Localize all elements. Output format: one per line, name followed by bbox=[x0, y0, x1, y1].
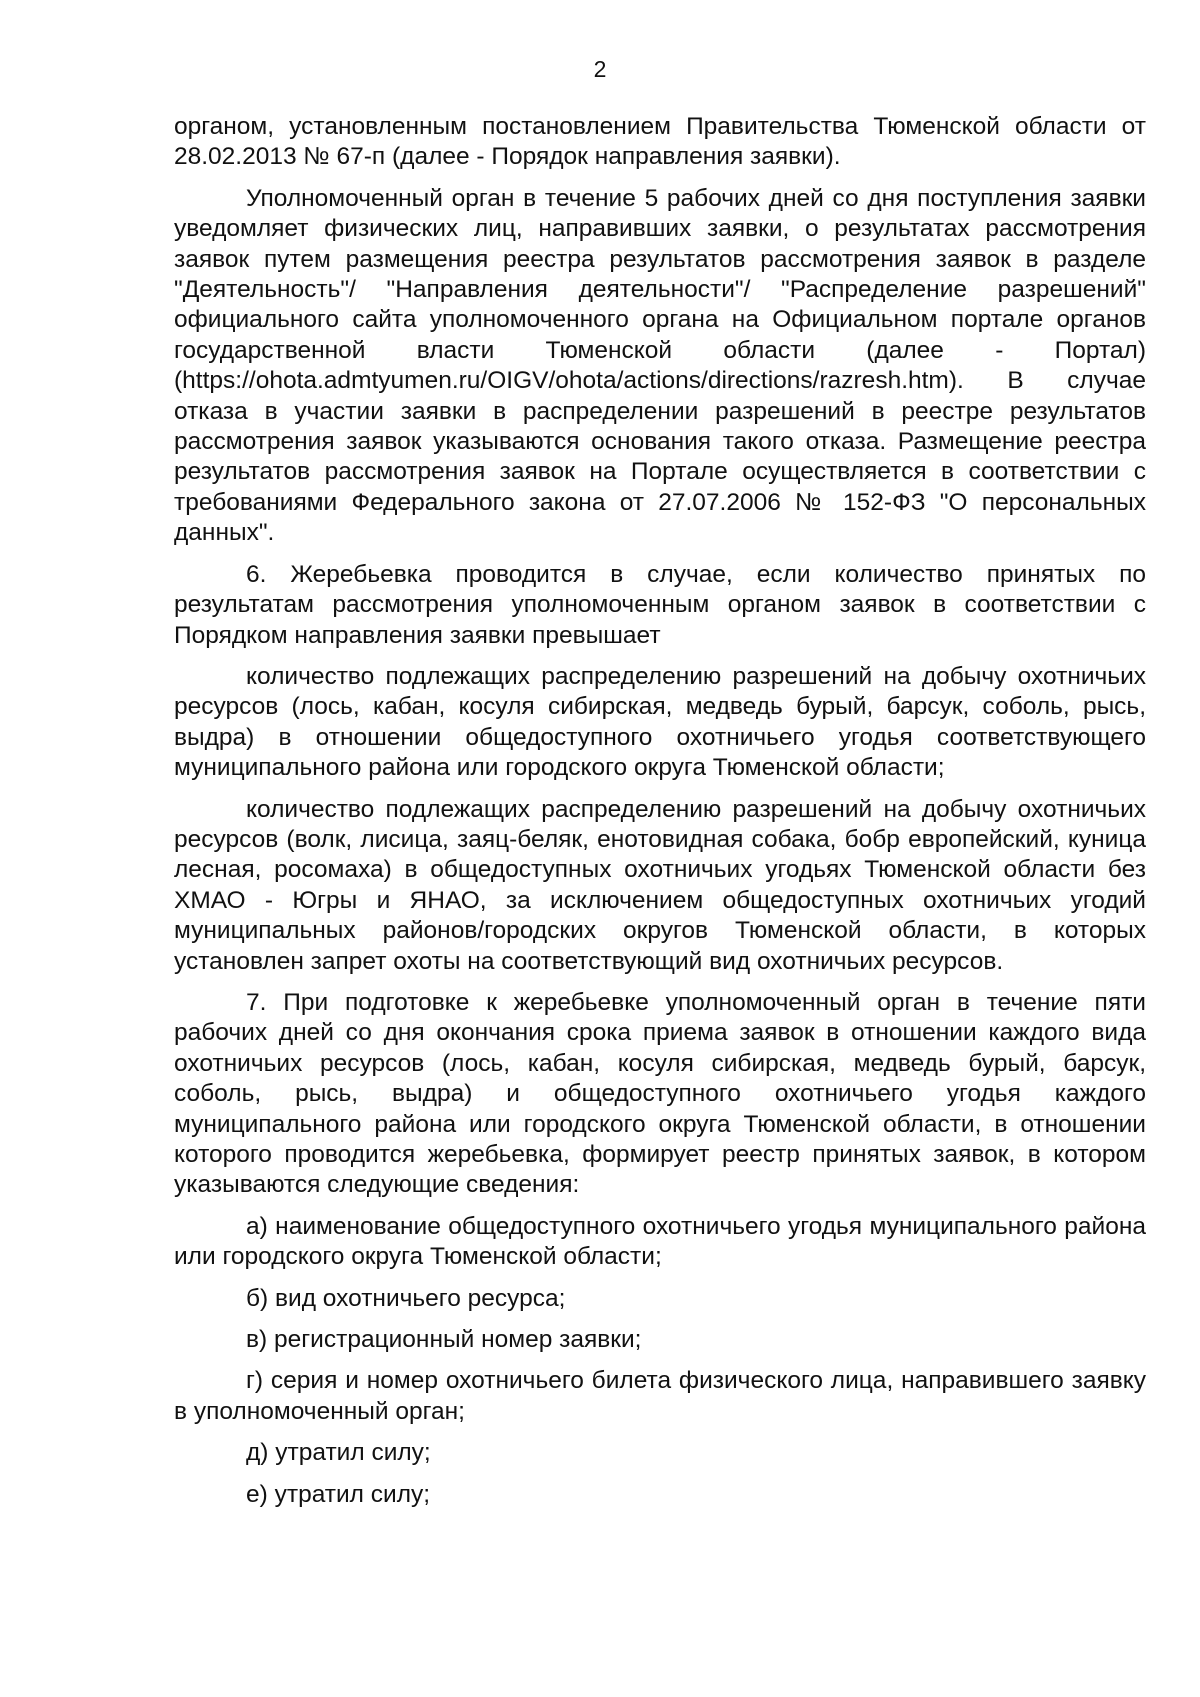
paragraph-notification: Уполномоченный орган в течение 5 рабочих дней со дня поступления заявки уведомляет физических лиц, направивших заявки, о результатах рассмотрения заявок путем размещения реестра результатов рассмотрения заявок в разделе "Деятельность"/ "Направления деятельности"/ "Распределение разрешений" официального сайта уполномоченного органа на Официальном портале органов государственной власти Тюменской области (далее - Портал) (https://ohota.admtyumen.ru/OIGV/ohota/actions/directions/razresh.htm). В случае отказа в участии заявки в распределении разрешений в реестре результатов рассмотрения заявок указываются основания такого отказа. Размещение реестра результатов рассмотрения заявок на Портале осуществляется в соответствии с требованиями Федерального закона от 27.07.2006 № 152-ФЗ "О персональных данных". bbox=[174, 184, 1146, 547]
paragraph-item-7: 7. При подготовке к жеребьевке уполномоченный орган в течение пяти рабочих дней со дня окончания срока приема заявок в отношении каждого вида охотничьих ресурсов (лось, кабан, косуля сибирская, медведь бурый, барсук, соболь, рысь, выдра) и общедоступного охотничьего угодья каждого муниципального района или городского округа Тюменской области, в отношении которого проводится жеребьевка, формирует реестр принятых заявок, в котором указываются следующие сведения: bbox=[174, 988, 1146, 1199]
list-item-e: е) утратил силу; bbox=[246, 1480, 431, 1508]
list-item-d: д) утратил силу; bbox=[246, 1439, 431, 1467]
list-item-v: в) регистрационный номер заявки; bbox=[246, 1326, 642, 1354]
document-body bbox=[174, 112, 1146, 1521]
list-item-b: б) вид охотничьего ресурса; bbox=[246, 1284, 566, 1312]
list-item-a: а) наименование общедоступного охотничьего угодья муниципального района или городского округа Тюменской области; bbox=[174, 1212, 1146, 1271]
paragraph-item-6-case-1: количество подлежащих распределению разрешений на добычу охотничьих ресурсов (лось, кабан, косуля сибирская, медведь бурый, барсук, соболь, рысь, выдра) в отношении общедоступного охотничьего угодья соответствующего муниципального района или городского округа Тюменской области; bbox=[174, 662, 1146, 782]
paragraph-item-6-case-2: количество подлежащих распределению разрешений на добычу охотничьих ресурсов (волк, лисица, заяц-беляк, енотовидная собака, бобр европейский, куница лесная, росомаха) в общедоступных охотничьих угодьях Тюменской области без ХМАО - Югры и ЯНАО, за исключением общедоступных охотничьих угодий муниципальных районов/городских округов Тюменской области, в которых установлен запрет охоты на соответствующий вид охотничьих ресурсов. bbox=[174, 795, 1146, 975]
paragraph-item-6: 6. Жеребьевка проводится в случае, если количество принятых по результатам рассмотрения уполномоченным органом заявок в соответствии с Порядком направления заявки превышает bbox=[174, 560, 1146, 649]
list-item-g: г) серия и номер охотничьего билета физического лица, направившего заявку в уполномоченный орган; bbox=[174, 1367, 1146, 1425]
paragraph-continuation: органом, установленным постановлением Правительства Тюменской области от 28.02.2013 № 67-п (далее - Порядок направления заявки). bbox=[174, 113, 1146, 171]
page-number: 2 bbox=[593, 56, 607, 82]
